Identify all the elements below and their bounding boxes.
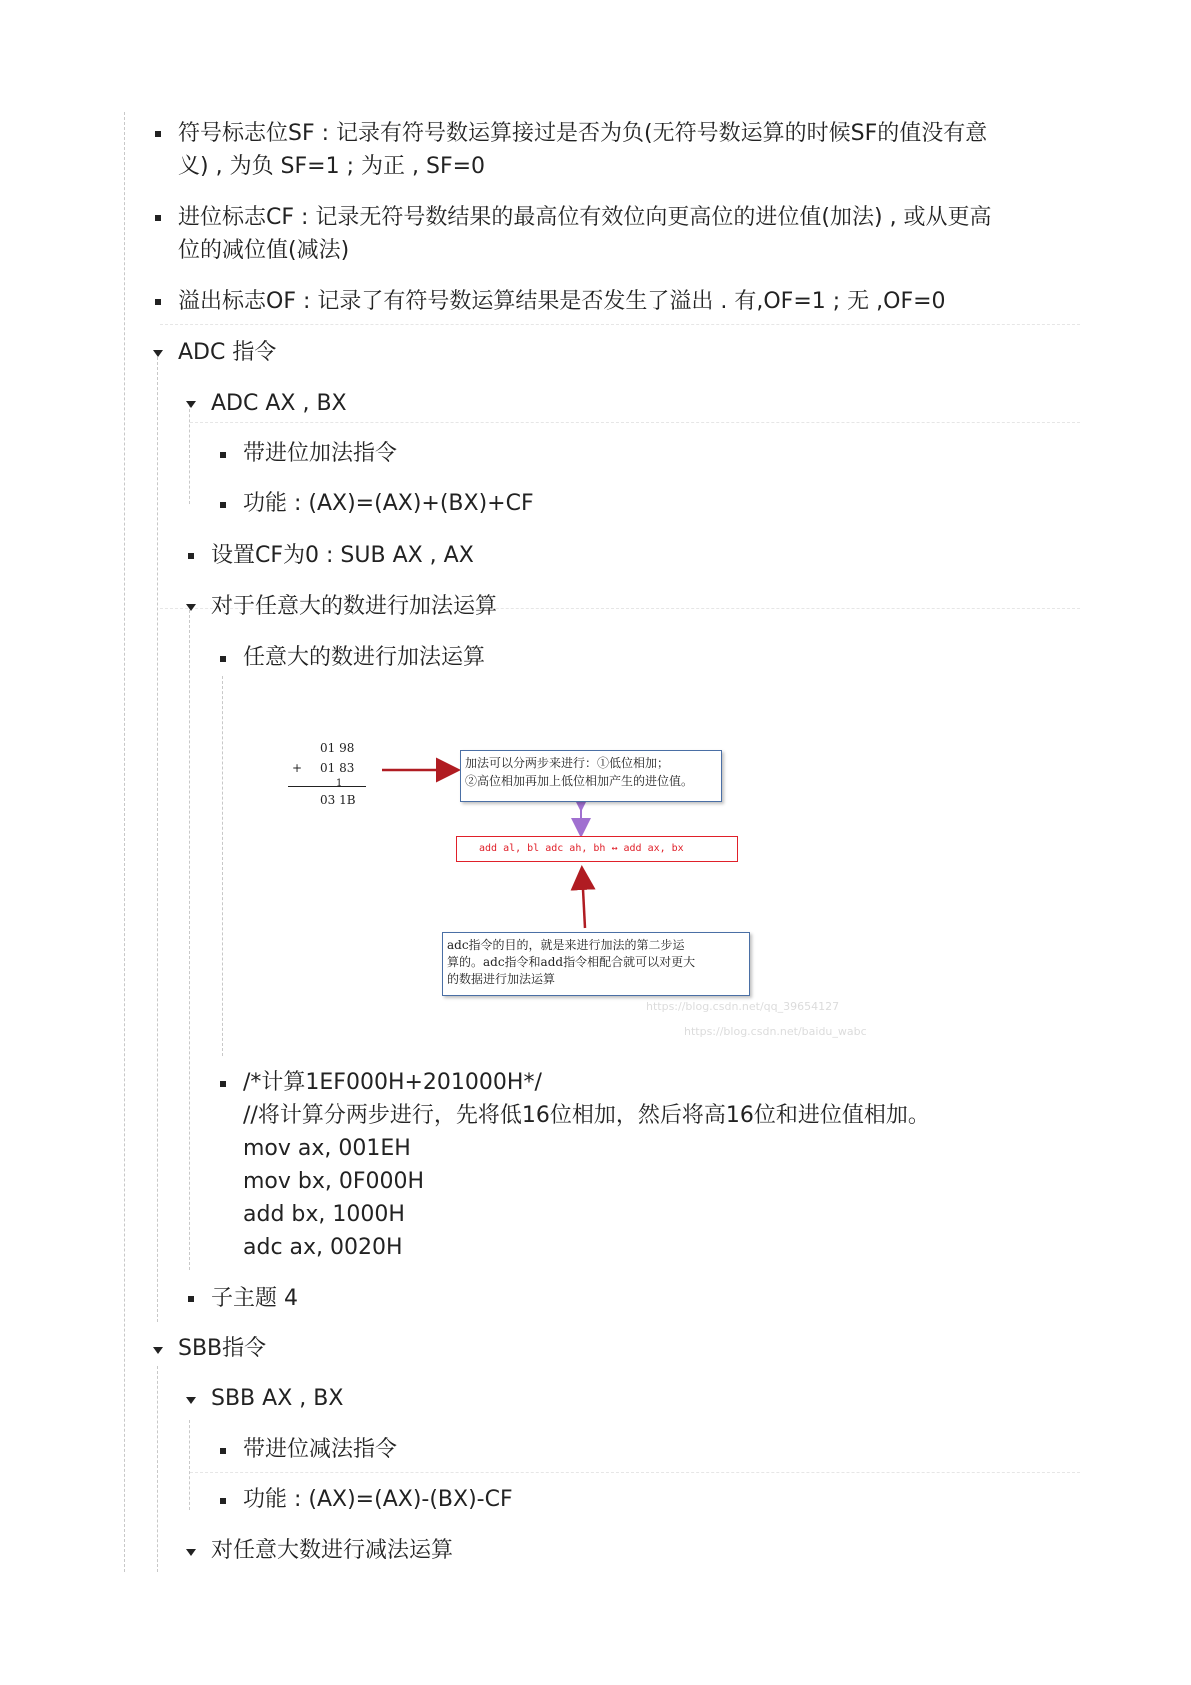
- code-block: [243, 1067, 930, 1265]
- addition-result: 03 1B: [320, 793, 356, 807]
- addition-plus: +: [292, 761, 303, 775]
- outline-guide-level1-adc: [157, 352, 158, 1322]
- bullet: [220, 1448, 226, 1454]
- topic-big-add[interactable]: 对于任意大的数进行加法运算: [211, 594, 498, 619]
- collapse-caret-icon[interactable]: [153, 1347, 163, 1354]
- code-line-2: //将计算分两步进行，先将低16位相加，然后将高16位和进位值相加。: [243, 1103, 930, 1128]
- description-line2: 算的。adc指令和add指令相配合就可以对更大: [447, 955, 696, 969]
- cf-flag-line1: 进位标志CF : 记录无符号数结果的最高位有效位向更高位的进位值(加法) , 或从更高: [178, 205, 992, 230]
- outline-guide-level2-bigadd: [189, 610, 190, 1270]
- adc-function: 功能 : (AX)=(AX)+(BX)+CF: [243, 491, 534, 516]
- sf-flag-line1: 符号标志位SF : 记录有符号数运算接过是否为负(无符号数运算的时候SF的值没有意: [178, 121, 988, 146]
- bullet: [220, 502, 226, 508]
- code-line-3: mov ax, 001EH: [243, 1136, 411, 1161]
- addition-row1: 01 98: [320, 741, 355, 755]
- collapse-caret-icon[interactable]: [186, 1549, 196, 1556]
- collapse-caret-icon[interactable]: [186, 1397, 196, 1404]
- collapse-caret-icon[interactable]: [186, 401, 196, 408]
- bullet: [155, 299, 161, 305]
- subtopic-4: 子主题 4: [211, 1286, 298, 1311]
- topic-adc-ax-bx[interactable]: ADC AX , BX: [211, 391, 347, 416]
- watermark: https://blog.csdn.net/baidu_wabc: [684, 1025, 867, 1038]
- sbb-description: 带进位减法指令: [243, 1437, 398, 1462]
- bullet: [188, 553, 194, 559]
- addition-carry: 1: [336, 778, 343, 789]
- outline-guide-level2-sbb: [189, 1420, 190, 1510]
- adc-diagram-figure: [270, 730, 867, 1040]
- bullet: [188, 1296, 194, 1302]
- cf-flag-line2: 位的减位值(减法): [178, 238, 350, 263]
- bullet: [155, 131, 161, 137]
- arrow-up-red: [582, 870, 585, 928]
- set-cf-zero: 设置CF为0 : SUB AX , AX: [211, 543, 474, 568]
- separator: [160, 324, 1080, 325]
- description-box: [442, 932, 750, 996]
- code-line-6: adc ax, 0020H: [243, 1235, 403, 1260]
- bullet: [220, 1081, 226, 1087]
- topic-sbb-ax-bx[interactable]: SBB AX , BX: [211, 1386, 344, 1411]
- description-line3: 的数据进行加法运算: [447, 972, 556, 986]
- separator: [190, 422, 1080, 423]
- outline-guide-level3-figure: [222, 676, 223, 1056]
- separator: [190, 1472, 1080, 1473]
- note-line2: ②高位相加再加上低位相加产生的进位值。: [465, 774, 694, 788]
- bullet: [220, 1498, 226, 1504]
- bullet: [220, 656, 226, 662]
- code-line-1: /*计算1EF000H+201000H*/: [243, 1070, 542, 1095]
- sbb-function: 功能 : (AX)=(AX)-(BX)-CF: [243, 1487, 513, 1512]
- sf-flag-line2: 义) , 为负 SF=1 ; 为正 , SF=0: [178, 154, 486, 179]
- collapse-caret-icon[interactable]: [153, 350, 163, 357]
- topic-sbb[interactable]: SBB指令: [178, 1336, 267, 1361]
- topic-big-sub[interactable]: 对任意大数进行减法运算: [211, 1538, 454, 1563]
- outline-guide-level0: [124, 112, 125, 1572]
- note-line1: 加法可以分两步来进行：①低位相加；: [465, 756, 670, 770]
- bullet: [155, 215, 161, 221]
- big-add-subtopic: 任意大的数进行加法运算: [243, 645, 486, 670]
- code-box: [456, 836, 738, 862]
- code-line-4: mov bx, 0F000H: [243, 1169, 425, 1194]
- of-flag: 溢出标志OF : 记录了有符号数运算结果是否发生了溢出 . 有,OF=1 ; 无 ,OF=0: [178, 289, 946, 314]
- code-line-5: add bx, 1000H: [243, 1202, 405, 1227]
- outline-guide-level1-sbb: [157, 1366, 158, 1572]
- note-box: [460, 750, 722, 802]
- outline-guide-level2-adc: [189, 404, 190, 504]
- collapse-caret-icon[interactable]: [186, 604, 196, 611]
- addition-row2: 01 83: [320, 761, 355, 775]
- topic-adc[interactable]: ADC 指令: [178, 340, 277, 365]
- bullet: [220, 452, 226, 458]
- adc-description: 带进位加法指令: [243, 441, 398, 466]
- code-box-text: add al, bl adc ah, bh ↔ add ax, bx: [479, 843, 684, 854]
- watermark: https://blog.csdn.net/qq_39654127: [646, 1000, 840, 1013]
- description-line1: adc指令的目的，就是来进行加法的第二步运: [447, 938, 685, 952]
